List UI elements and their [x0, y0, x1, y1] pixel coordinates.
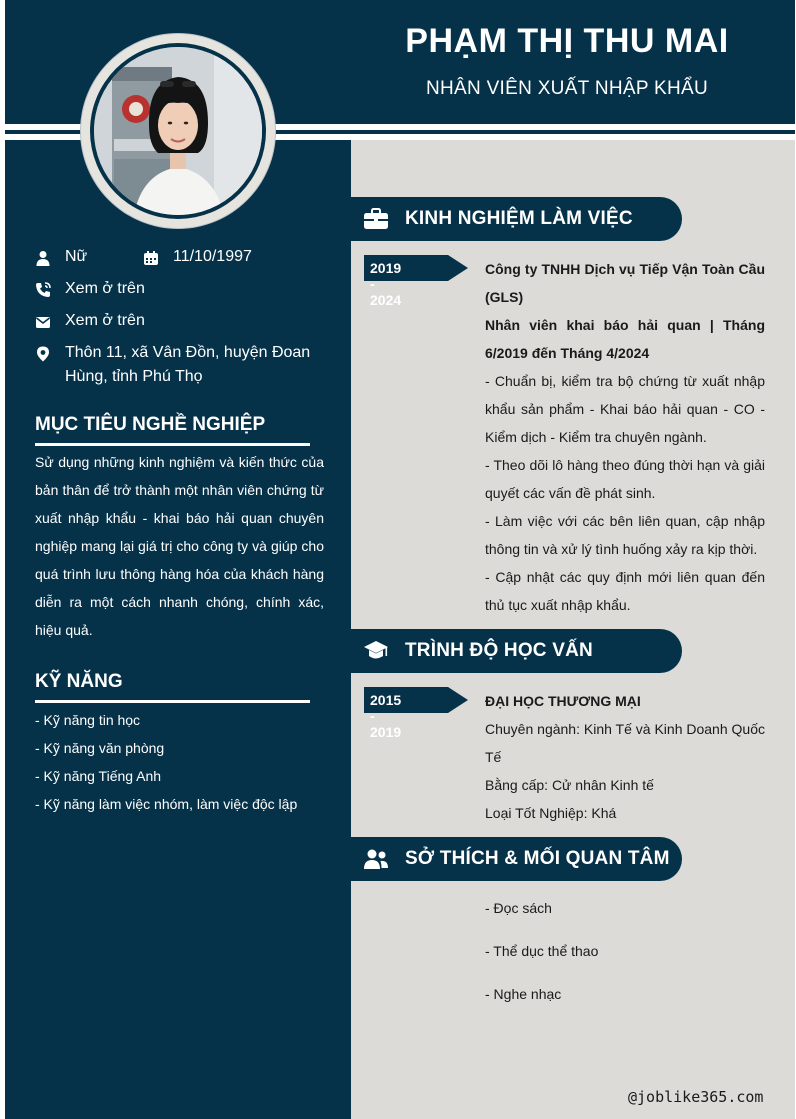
location-pin-icon: [35, 346, 51, 362]
degree: Bằng cấp: Cử nhân Kinh tế: [485, 777, 654, 793]
position-title: Nhân viên khai báo hải quan | Tháng 6/2019 đến Tháng 4/2024: [485, 317, 765, 361]
birthdate-row: [143, 248, 252, 269]
heading-underline: [35, 443, 310, 446]
hobbies-heading-bar: [351, 837, 682, 881]
heading-underline: [35, 700, 310, 703]
hobby-item: - Thể dục thể thao: [485, 943, 599, 959]
skills-heading: KỸ NĂNG: [35, 671, 123, 692]
user-icon: [35, 250, 51, 266]
gender-row: [35, 248, 87, 269]
education-heading-bar: [351, 629, 682, 673]
profile-photo: [94, 47, 262, 215]
people-icon: [363, 846, 389, 872]
graduation-grade: Loại Tốt Nghiệp: Khá: [485, 805, 617, 821]
mail-icon: [35, 314, 51, 330]
education-content: [485, 687, 765, 827]
graduation-cap-icon: [363, 638, 389, 664]
profile-photo-frame: [81, 34, 275, 228]
job-title: NHÂN VIÊN XUẤT NHẬP KHẨU: [425, 78, 709, 99]
email-value: Xem ở trên: [65, 312, 145, 329]
objective-heading: MỤC TIÊU NGHỀ NGHIỆP: [35, 414, 266, 435]
skill-item: - Kỹ năng tin học: [35, 712, 141, 728]
skill-item: - Kỹ năng Tiếng Anh: [35, 768, 162, 784]
address-row: [35, 344, 325, 389]
duty-item: - Theo dõi lô hàng theo đúng thời hạn và giải quyết các vấn đề phát sinh.: [485, 457, 765, 501]
candidate-name: PHẠM THỊ THU MAI: [405, 22, 729, 60]
education-heading: TRÌNH ĐỘ HỌC VẤN: [405, 640, 593, 661]
experience-content: [485, 255, 765, 619]
phone-row: [35, 280, 145, 301]
skill-item: - Kỹ năng làm việc nhóm, làm việc độc lập: [35, 796, 298, 812]
duty-item: - Cập nhật các quy định mới liên quan đến thủ tục xuất nhập khẩu.: [485, 569, 765, 613]
hobbies-list: [485, 898, 598, 1027]
objective-text: Sử dụng những kinh nghiệm và kiến thức của bản thân để trở thành một nhân viên chứng từ xuất nhập khẩu - khai báo hải quan chuyên nghiệp mang lại giá trị cho công ty và giúp cho quá trình lưu thông hàng hóa của khách hàng diễn ra một cách nhanh chóng, chính xác, hiệu quả.: [35, 454, 324, 638]
duty-item: - Chuẩn bị, kiểm tra bộ chứng từ xuất nhập khẩu sản phẩm - Khai báo hải quan - CO - Kiểm dịch - Kiểm tra chuyên ngành.: [485, 373, 765, 445]
experience-heading-bar: [351, 197, 682, 241]
school-name: ĐẠI HỌC THƯƠNG MẠI: [485, 693, 641, 709]
skills-list: [35, 706, 297, 818]
duty-item: - Làm việc với các bên liên quan, cập nhập thông tin và xử lý tình huống xảy ra kịp thời.: [485, 513, 765, 557]
cv-page: [5, 0, 795, 1119]
birthdate-value: 11/10/1997: [173, 248, 252, 265]
phone-icon: [35, 282, 51, 298]
company-name: Công ty TNHH Dịch vụ Tiếp Vận Toàn Cầu (GLS): [485, 261, 765, 305]
hobbies-heading: SỞ THÍCH & MỐI QUAN TÂM: [405, 848, 670, 869]
email-row: [35, 312, 145, 333]
gender-value: Nữ: [65, 248, 88, 265]
watermark: @joblike365.com: [628, 1088, 764, 1106]
portrait-illustration: [94, 47, 262, 215]
briefcase-icon: [363, 206, 389, 232]
experience-heading: KINH NGHIỆM LÀM VIỆC: [405, 208, 633, 229]
hobby-item: - Đọc sách: [485, 900, 552, 916]
hobby-item: - Nghe nhạc: [485, 986, 562, 1002]
education-period: 2015 - 2019: [370, 692, 402, 740]
skill-item: - Kỹ năng văn phòng: [35, 740, 165, 756]
phone-value: Xem ở trên: [65, 280, 145, 297]
major: Chuyên ngành: Kinh Tế và Kinh Doanh Quốc Tế: [485, 721, 765, 765]
experience-period: 2019 - 2024: [370, 260, 402, 308]
calendar-icon: [143, 250, 159, 266]
address-value: Thôn 11, xã Vân Đồn, huyện Đoan Hùng, tỉnh Phú Thọ: [65, 344, 311, 385]
